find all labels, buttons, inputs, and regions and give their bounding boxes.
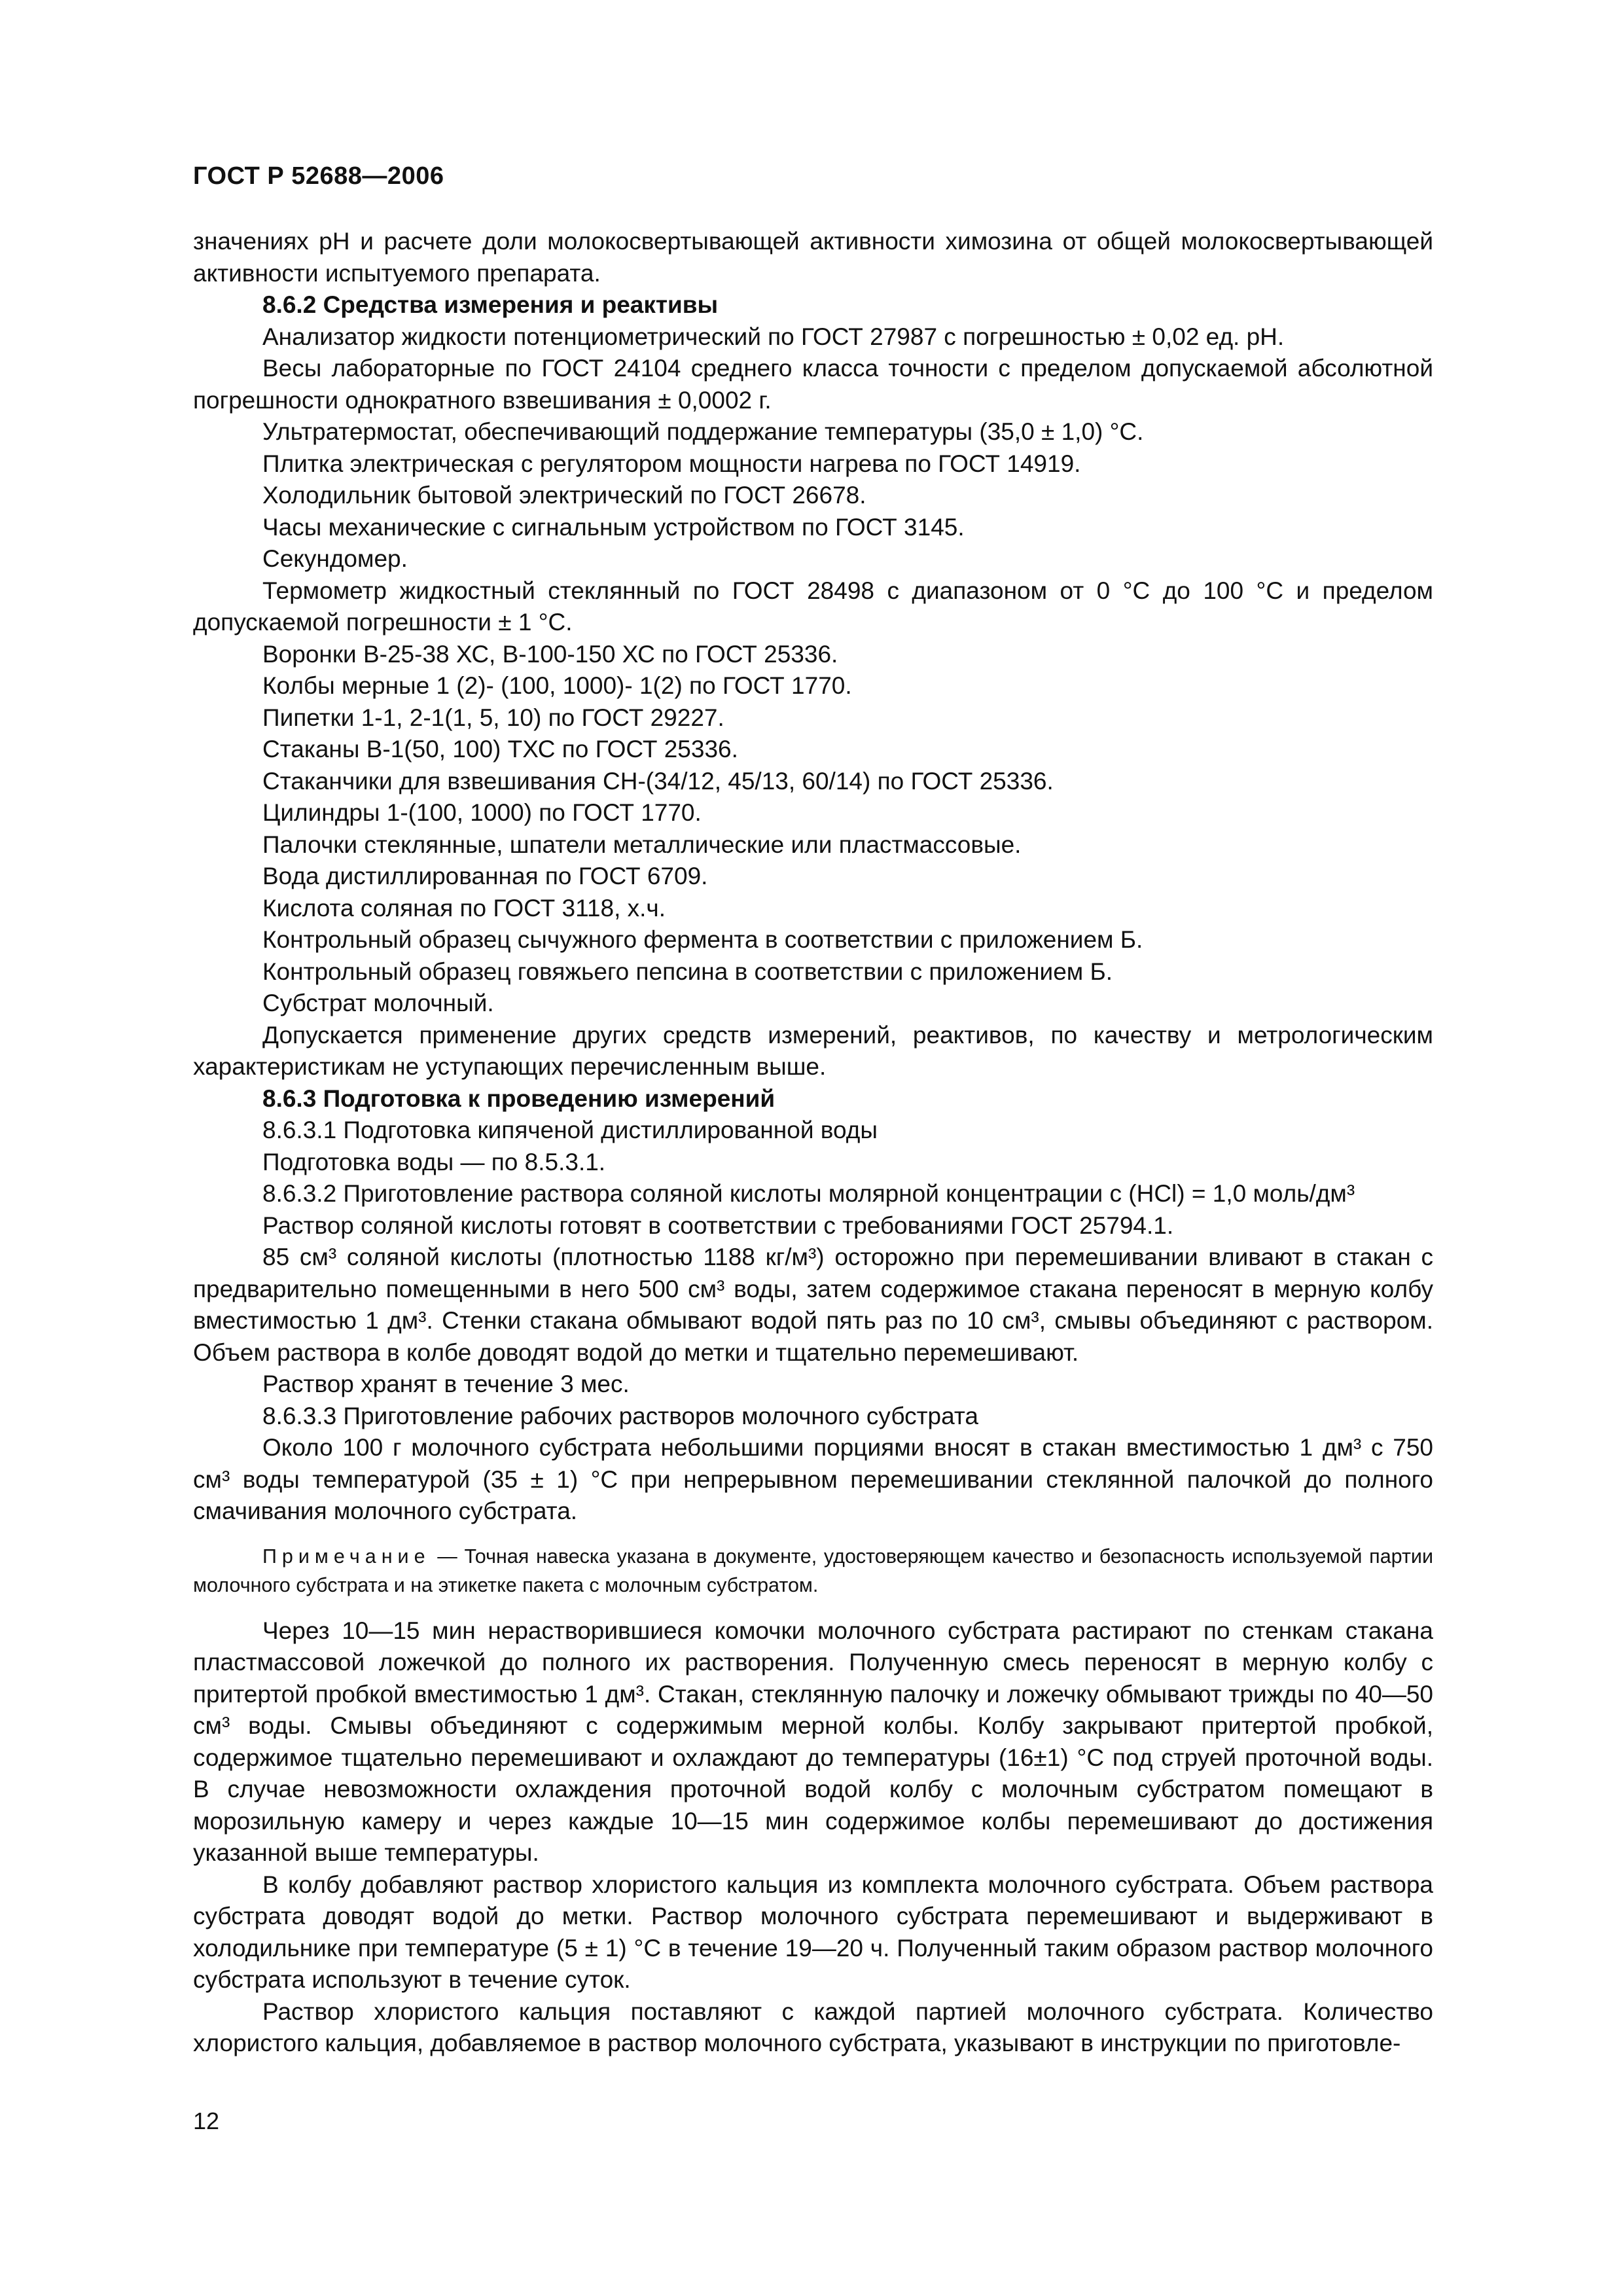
paragraph: Около 100 г молочного субстрата небольшими порциями вносят в стакан вместимостью 1 дм³ с 750 см³ воды температурой (35 ± 1) °С при непрерывном перемешивании стеклянной палочкой до полного смачивания молочного субстрата. [193, 1434, 1433, 1524]
paragraph: Пипетки 1-1, 2-1(1, 5, 10) по ГОСТ 29227. [262, 704, 724, 731]
section-heading: 8.6.3 Подготовка к проведению измерений [262, 1085, 776, 1112]
paragraph: Плитка электрическая с регулятором мощности нагрева по ГОСТ 14919. [262, 450, 1081, 477]
paragraph: Стаканчики для взвешивания СН-(34/12, 45/13, 60/14) по ГОСТ 25336. [262, 767, 1054, 795]
paragraph: Раствор хлористого кальция поставляют с каждой партией молочного субстрата. Количество хлористого кальция, добавляемое в раствор молочного субстрата, указывают в инструкции по приготовле- [193, 1998, 1433, 2056]
paragraph: Раствор соляной кислоты готовят в соответствии с требованиями ГОСТ 25794.1. [262, 1211, 1174, 1239]
paragraph: 85 см³ соляной кислоты (плотностью 1188 кг/м³) осторожно при перемешивании вливают в стакан с предварительно помещенными в него 500 см³ воды, затем содержимое стакана переносят в мерную колбу вместимостью 1 дм³. Стенки стакана обмывают водой пять раз по 10 см³, смывы объединяют с раствором. Объем раствора в колбе доводят водой до метки и тщательно перемешивают. [193, 1244, 1433, 1366]
paragraph: Допускается применение других средств измерений, реактивов, по качеству и метрологическим характеристикам не уступающих перечисленным выше. [193, 1021, 1433, 1080]
document-header: ГОСТ Р 52688—2006 [193, 162, 444, 190]
paragraph: Термометр жидкостный стеклянный по ГОСТ 28498 с диапазоном от 0 °С до 100 °С и пределом допускаемой погрешности ± 1 °С. [193, 577, 1433, 636]
paragraph: Раствор хранят в течение 3 мес. [262, 1371, 630, 1397]
paragraph: Часы механические с сигнальным устройством по ГОСТ 3145. [262, 513, 965, 541]
paragraph: значениях pH и расчете доли молокосвертывающей активности химозина от общей молокосвертывающей активности испытуемого препарата. [193, 228, 1433, 287]
paragraph: Субстрат молочный. [262, 990, 494, 1016]
paragraph: Кислота соляная по ГОСТ 3118, х.ч. [262, 894, 666, 922]
paragraph: Секундомер. [262, 545, 408, 572]
paragraph: Ультратермостат, обеспечивающий поддержание температуры (35,0 ± 1,0) °С. [262, 418, 1144, 445]
note-paragraph [193, 1542, 1433, 1600]
paragraph: В колбу добавляют раствор хлористого кальция из комплекта молочного субстрата. Объем раствора субстрата доводят водой до метки. Раствор молочного субстрата перемешивают и выдерживают в холодильнике при температуре (5 ± 1) °С в течение 19—20 ч. Полученный таким образом раствор молочного субстрата используют в течение суток. [193, 1871, 1433, 1993]
paragraph: 8.6.3.3 Приготовление рабочих растворов молочного субстрата [262, 1402, 978, 1429]
document-body [193, 226, 1433, 2060]
paragraph: Палочки стеклянные, шпатели металлические или пластмассовые. [262, 831, 1022, 858]
note-label: Примечание [262, 1545, 431, 1568]
paragraph: Вода дистиллированная по ГОСТ 6709. [262, 863, 708, 889]
paragraph: Анализатор жидкости потенциометрический по ГОСТ 27987 с погрешностью ± 0,02 ед. pH. [262, 323, 1285, 350]
paragraph: Цилиндры 1-(100, 1000) по ГОСТ 1770. [262, 799, 702, 826]
paragraph: Контрольный образец говяжьего пепсина в соответствии с приложением Б. [262, 958, 1113, 985]
note-text: — Точная навеска указана в документе, удостоверяющем качество и безопасность используемой партии молочного субстрата и на этикетке пакета с молочным субстратом. [193, 1545, 1433, 1596]
paragraph: Холодильник бытовой электрический по ГОСТ 26678. [262, 482, 866, 509]
paragraph: Подготовка воды — по 8.5.3.1. [262, 1148, 606, 1175]
paragraph: Контрольный образец сычужного фермента в соответствии с приложением Б. [262, 926, 1143, 953]
section-heading: 8.6.2 Средства измерения и реактивы [262, 291, 719, 318]
paragraph: Стаканы В-1(50, 100) ТХС по ГОСТ 25336. [262, 736, 738, 762]
page-number: 12 [193, 2108, 220, 2134]
paragraph: Весы лабораторные по ГОСТ 24104 среднего класса точности с пределом допускаемой абсолютной погрешности однократного взвешивания ± 0,0002 г. [193, 355, 1433, 414]
paragraph: Колбы мерные 1 (2)- (100, 1000)- 1(2) по ГОСТ 1770. [262, 672, 852, 699]
paragraph: 8.6.3.1 Подготовка кипяченой дистиллированной воды [262, 1117, 878, 1143]
paragraph: Через 10—15 мин нерастворившиеся комочки молочного субстрата растирают по стенкам стакана пластмассовой ложечкой до полного их растворения. Полученную смесь переносят в мерную колбу с притертой пробкой вместимостью 1 дм³. Стакан, стеклянную палочку и ложечку обмывают трижды по 40—50 см³ воды. Смывы объединяют с содержимым мерной колбы. Колбу закрывают притертой пробкой, содержимое тщательно перемешивают и охлаждают до температуры (16±1) °С под струей проточной воды. В случае невозможности охлаждения проточной водой колбу с молочным субстратом помещают в морозильную камеру и через каждые 10—15 мин содержимое колбы перемешивают до достижения указанной выше температуры. [193, 1617, 1433, 1866]
paragraph: Воронки В-25-38 ХС, В-100-150 ХС по ГОСТ 25336. [262, 640, 838, 668]
paragraph: 8.6.3.2 Приготовление раствора соляной кислоты молярной концентрации c (HCl) = 1,0 моль/дм³ [262, 1180, 1355, 1207]
